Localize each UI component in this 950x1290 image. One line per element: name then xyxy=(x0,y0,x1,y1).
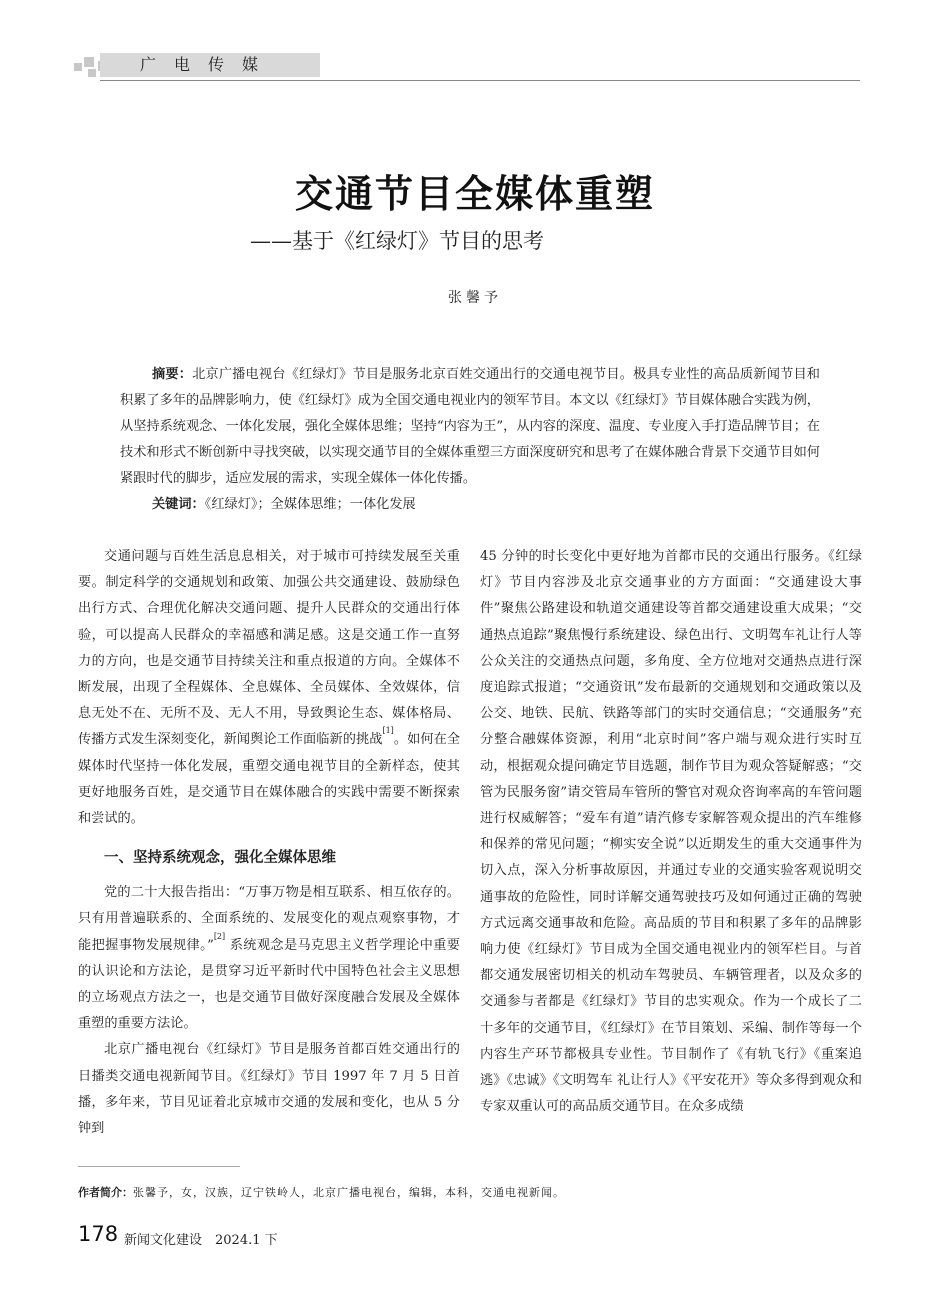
author-bio-label: 作者简介： xyxy=(78,1186,133,1199)
right-column xyxy=(480,544,862,1120)
abstract-text: 北京广播电视台《红绿灯》节目是服务北京百姓交通出行的交通电视节目。极具专业性的高品质新闻节目和积累了多年的品牌影响力，使《红绿灯》成为全国交通电视业内的领军节目。本文以《红绿灯》节目媒体融合实践为例，从坚持系统观念、一体化发展，强化全媒体思维；坚持“内容为王”，从内容的深度、温度、专业度入手打造品牌节目；在技术和形式不断创新中寻找突破，以实现交通节目的全媒体重塑三方面深度研究和思考了在媒体融合背景下交通节目如何紧跟时代的脚步，适应发展的需求，实现全媒体一体化传播。 xyxy=(120,367,820,486)
abstract xyxy=(120,362,820,518)
author-bio-text: 张馨予，女，汉族，辽宁铁岭人，北京广播电视台，编辑，本科，交通电视新闻。 xyxy=(133,1186,565,1199)
reference-mark: [2] xyxy=(213,931,226,941)
paragraph-text: 交通问题与百姓生活息息相关，对于城市可持续发展至关重要。制定科学的交通规划和政策、加强公共交通建设、鼓励绿色出行方式、合理优化解决交通问题、提升人民群众的交通出行体验，可以提高人民群众的幸福感和满足感。这是交通工作一直努力的方向，也是交通节目持续关注和重点报道的方向。全媒体不断发展，出现了全程媒体、全息媒体、全员媒体、全效媒体，信息无处不在、无所不及、无人不用，导致舆论生态、媒体格局、传播方式发生深刻变化，新闻舆论工作面临新的挑战 xyxy=(78,549,460,748)
header-rule xyxy=(100,80,860,81)
paragraph xyxy=(78,544,460,832)
author-bio xyxy=(78,1184,565,1200)
keywords xyxy=(120,492,820,518)
keywords-text: 《红绿灯》；全媒体思维；一体化发展 xyxy=(204,497,416,512)
keywords-label: 关键词： xyxy=(152,497,205,512)
left-column xyxy=(78,544,460,1142)
paragraph xyxy=(78,880,460,1037)
reference-mark: [1] xyxy=(382,726,394,736)
abstract-label: 摘要： xyxy=(152,367,193,382)
paragraph: 45 分钟的时长变化中更好地为首都市民的交通出行服务。《红绿灯》节目内容涉及北京交通事业的方方面面：“交通建设大事件”聚焦公路建设和轨道交通建设等首都交通建设重大成果；“交通热点追踪”聚焦慢行系统建设、绿色出行、文明驾车礼让行人等公众关注的交通热点问题，多角度、全方位地对交通热点进行深度追踪式报道；“交通资讯”发布最新的交通规划和交通政策以及公交、地铁、民航、铁路等部门的实时交通信息；“交通服务”充分整合融媒体资源，利用“北京时间”客户端与观众进行实时互动，根据观众提问确定节目选题，制作节目为观众答疑解惑；“交管为民服务窗”请交管局车管所的警官对观众咨询率高的车管问题进行权威解答；“爱车有道”请汽修专家解答观众提出的汽车维修和保养的常见问题；“柳实安全说”以近期发生的重大交通事件为切入点，深入分析事故原因，并通过专业的交通实验客观说明交通事故的危险性，同时详解交通驾驶技巧及如何通过正确的驾驶方式远离交通事故和危险。高品质的节目和积累了多年的品牌影响力使《红绿灯》节目成为全国交通电视业内的领军栏目。与首都交通发展密切相关的机动车驾驶员、车辆管理者，以及众多的交通参与者都是《红绿灯》节目的忠实观众。作为一个成长了二十多年的交通节目，《红绿灯》在节目策划、采编、制作等每一个内容生产环节都极具专业性。节目制作了《有轨飞行》《重案追逃》《忠诚》《文明驾车 礼让行人》《平安花开》等众多得到观众和专家双重认可的高品质交通节目。在众多成绩 xyxy=(480,549,862,1115)
page-number: 178 xyxy=(78,1222,119,1246)
paragraph: 北京广播电视台《红绿灯》节目是服务首都百姓交通出行的日播类交通电视新闻节目。《红绿灯》节目 1997 年 7 月 5 日首播，多年来，节目见证着北京城市交通的发展和变化，也从 5 分钟到 xyxy=(78,1042,460,1137)
article-title: 交通节目全媒体重塑 xyxy=(294,172,655,216)
paragraph-text: 党的二十大报告指出：“万事万物是相互联系、相互依存的。只有用普遍联系的、全面系统的、发展变化的观点观察事物，才能把握事物发展规律。” xyxy=(78,885,460,953)
section-heading: 一、坚持系统观念，强化全媒体思维 xyxy=(104,850,336,867)
article-subtitle: ——基于《红绿灯》节目的思考 xyxy=(250,229,544,253)
journal-name: 新闻文化建设 2024.1 下 xyxy=(124,1233,278,1248)
paragraph-text: 。如何在全媒体时代坚持一体化发展，重塑交通电视节目的全新样态，使其更好地服务百姓，是交通节目在媒体融合的实践中需要不断探索和尝试的。 xyxy=(78,732,461,827)
section-label: 广电传媒 xyxy=(140,55,277,74)
author-name: 张馨予 xyxy=(448,290,502,306)
paragraph-text: 系统观念是马克思主义哲学理论中重要的认识论和方法论，是贯穿习近平新时代中国特色社会主义思想的立场观点方法之一，也是交通节目做好深度融合发展及全媒体重塑的重要方法论。 xyxy=(78,937,460,1032)
footnote-rule xyxy=(78,1166,240,1167)
